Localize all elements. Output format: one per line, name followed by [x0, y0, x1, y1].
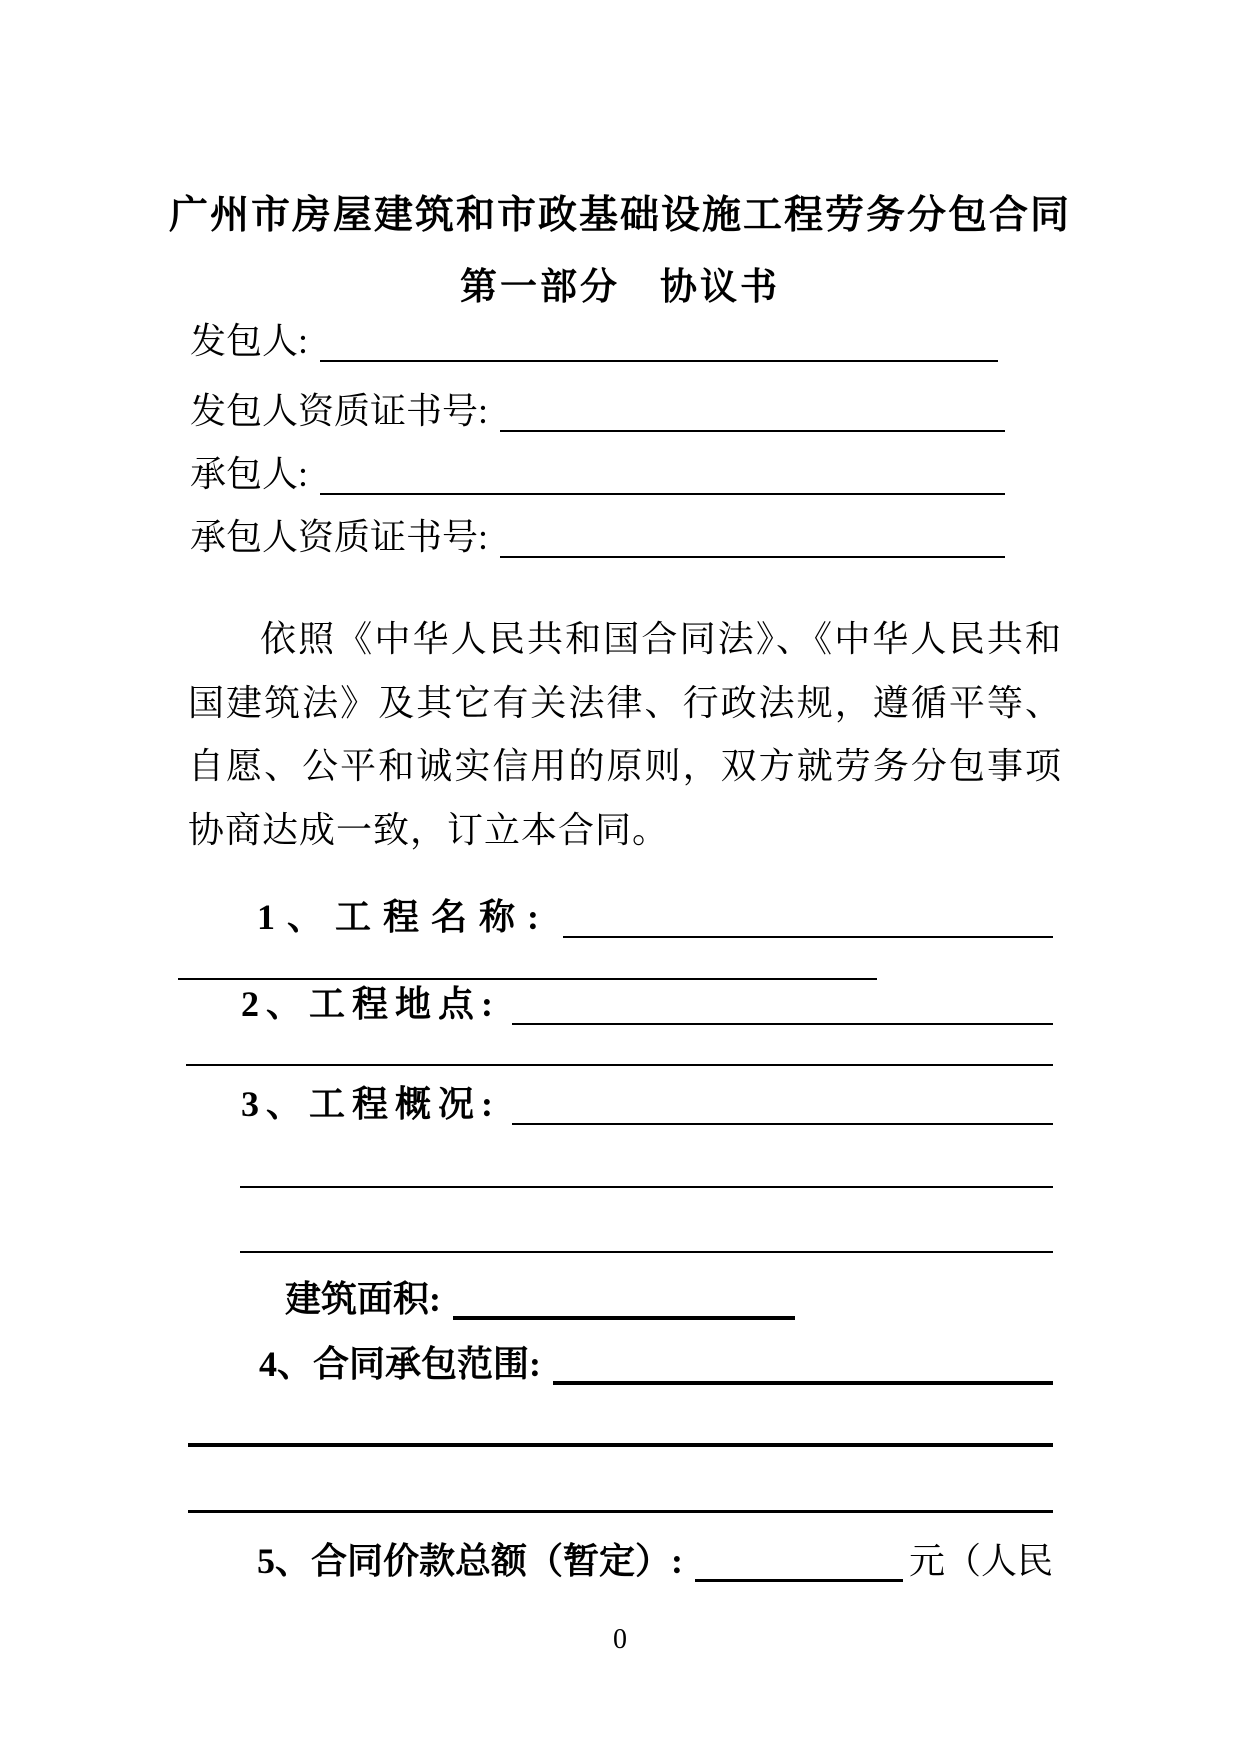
- project-overview-label: 3、工程概况:: [241, 1083, 500, 1124]
- contract-price-row: [257, 1536, 1053, 1582]
- employer-qualification-no-field[interactable]: [500, 388, 1005, 432]
- project-name-label: 1、工程名称:: [257, 896, 551, 937]
- page-number: 0: [613, 1624, 627, 1655]
- contractor-row: [190, 451, 1005, 495]
- section-heading: 第一部分 协议书: [460, 267, 780, 308]
- contractor-label: 承包人:: [190, 453, 309, 494]
- project-overview-continuation-line-1[interactable]: [240, 1186, 1053, 1188]
- preamble-paragraph: 依照《中华人民共和国合同法》、《中华人民共和国建筑法》及其它有关法律、行政法规，遵循平等、自愿、公平和诚实信用的原则，双方就劳务分包事项协商达成一致，订立本合同。: [188, 619, 1062, 850]
- project-location-continuation-line[interactable]: [186, 1064, 1053, 1066]
- contract-price-label: 5、合同价款总额（暂定）:: [257, 1540, 683, 1581]
- employer-qualification-no-label: 发包人资质证书号:: [190, 390, 489, 431]
- employer-cert-row: [190, 388, 1005, 432]
- project-name-row: [257, 892, 1053, 938]
- project-location-label: 2、工程地点:: [241, 983, 500, 1024]
- project-location-row: [241, 979, 1053, 1025]
- contract-scope-continuation-line-2[interactable]: [188, 1510, 1053, 1513]
- contractor-qualification-no-label: 承包人资质证书号:: [190, 516, 489, 557]
- project-overview-field[interactable]: [512, 1079, 1053, 1125]
- employer-name-field[interactable]: [320, 318, 998, 362]
- contract-price-field[interactable]: [695, 1536, 903, 1582]
- building-area-row: [285, 1274, 795, 1320]
- contract-scope-label: 4、合同承包范围:: [259, 1343, 541, 1384]
- contract-scope-row: [259, 1339, 1053, 1385]
- building-area-field[interactable]: [453, 1274, 795, 1320]
- project-overview-continuation-line-2[interactable]: [240, 1251, 1053, 1253]
- contract-title: 广州市房屋建筑和市政基础设施工程劳务分包合同: [168, 194, 1071, 237]
- project-location-field[interactable]: [512, 979, 1053, 1025]
- project-overview-row: [241, 1079, 1053, 1125]
- employer-label: 发包人:: [190, 320, 309, 361]
- employer-row: [190, 318, 998, 362]
- contract-price-currency-suffix: 元（人民: [908, 1540, 1053, 1581]
- contractor-cert-row: [190, 514, 1005, 558]
- contractor-name-field[interactable]: [320, 451, 1005, 495]
- contract-scope-continuation-line-1[interactable]: [188, 1443, 1053, 1447]
- contractor-qualification-no-field[interactable]: [500, 514, 1005, 558]
- contract-scope-field[interactable]: [553, 1339, 1053, 1385]
- project-name-field[interactable]: [563, 892, 1053, 938]
- building-area-label: 建筑面积:: [285, 1278, 441, 1319]
